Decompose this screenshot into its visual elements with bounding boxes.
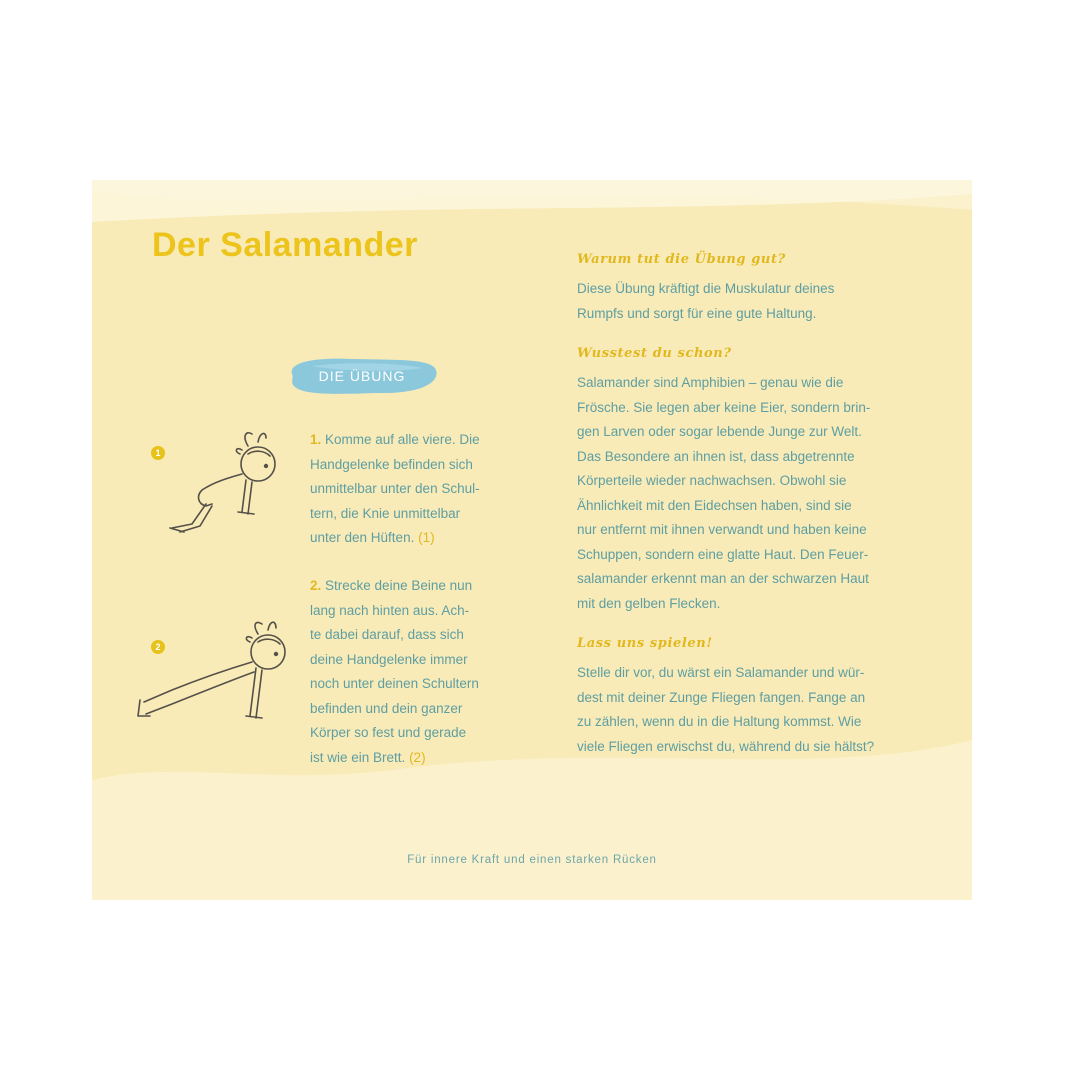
step-1-ref: (1) (418, 530, 435, 545)
step-marker-1: 1 (151, 446, 165, 460)
exercise-badge (282, 354, 442, 398)
page-title: Der Salamander (152, 226, 418, 264)
section-text-facts: Salamander sind Amphibien – genau wie die Frösche. Sie legen aber keine Eier, sondern brin- gen Larven oder sogar lebende Junge zur Welt. Das Besondere an ihnen ist, dass abgetrennte Körperteile wieder nachwachsen. Obwohl sie Ähnlichkeit mit den Eidechsen haben, sind sie nur entfernt mit ihnen verwandt und haben keine Schuppen, sondern eine glatte Haut. Den Feuer- salamander erkennt man an der schwarzen Haut mit den gelben Flecken. (577, 375, 871, 611)
section-text-play: Stelle dir vor, du wärst ein Salamander und wür- dest mit deiner Zunge Fliegen fangen. Fange an zu zählen, wenn du in die Haltung kommst. Wie viele Fliegen erwischst du, während du sie hältst? (577, 665, 875, 754)
child-plank-illustration (132, 620, 312, 740)
step-1-text: 1. Komme auf alle viere. Die Handgelenke befinden sich unmittelbar unter den Schul- tern, die Knie unmittelbar unter den Hüften. (1) (310, 432, 480, 545)
section-heading-benefits: Warum tut die Übung gut? (577, 252, 786, 267)
book-page (92, 180, 972, 900)
page-footer: Für innere Kraft und einen starken Rücken (407, 854, 657, 866)
section-text-benefits: Diese Übung kräftigt die Muskulatur deines Rumpfs und sorgt für eine gute Haltung. (577, 281, 835, 321)
info-column (577, 252, 937, 779)
step-2-number: 2. (310, 578, 322, 593)
step-marker-2: 2 (151, 640, 165, 654)
section-heading-facts: Wusstest du schon? (577, 346, 732, 361)
exercise-badge-label: DIE ÜBUNG (318, 368, 406, 384)
child-on-all-fours-illustration (162, 428, 302, 550)
step-2-text: 2. Strecke deine Beine nun lang nach hinten aus. Ach- te dabei darauf, dass sich deine Handgelenke immer noch unter deinen Schultern befinden und dein ganzer Körper so fest und gerade ist wie ein Brett. (2) (310, 578, 479, 765)
step-2-ref: (2) (409, 749, 426, 765)
section-heading-play: Lass uns spielen! (577, 636, 713, 651)
step-1-number: 1. (310, 432, 322, 447)
